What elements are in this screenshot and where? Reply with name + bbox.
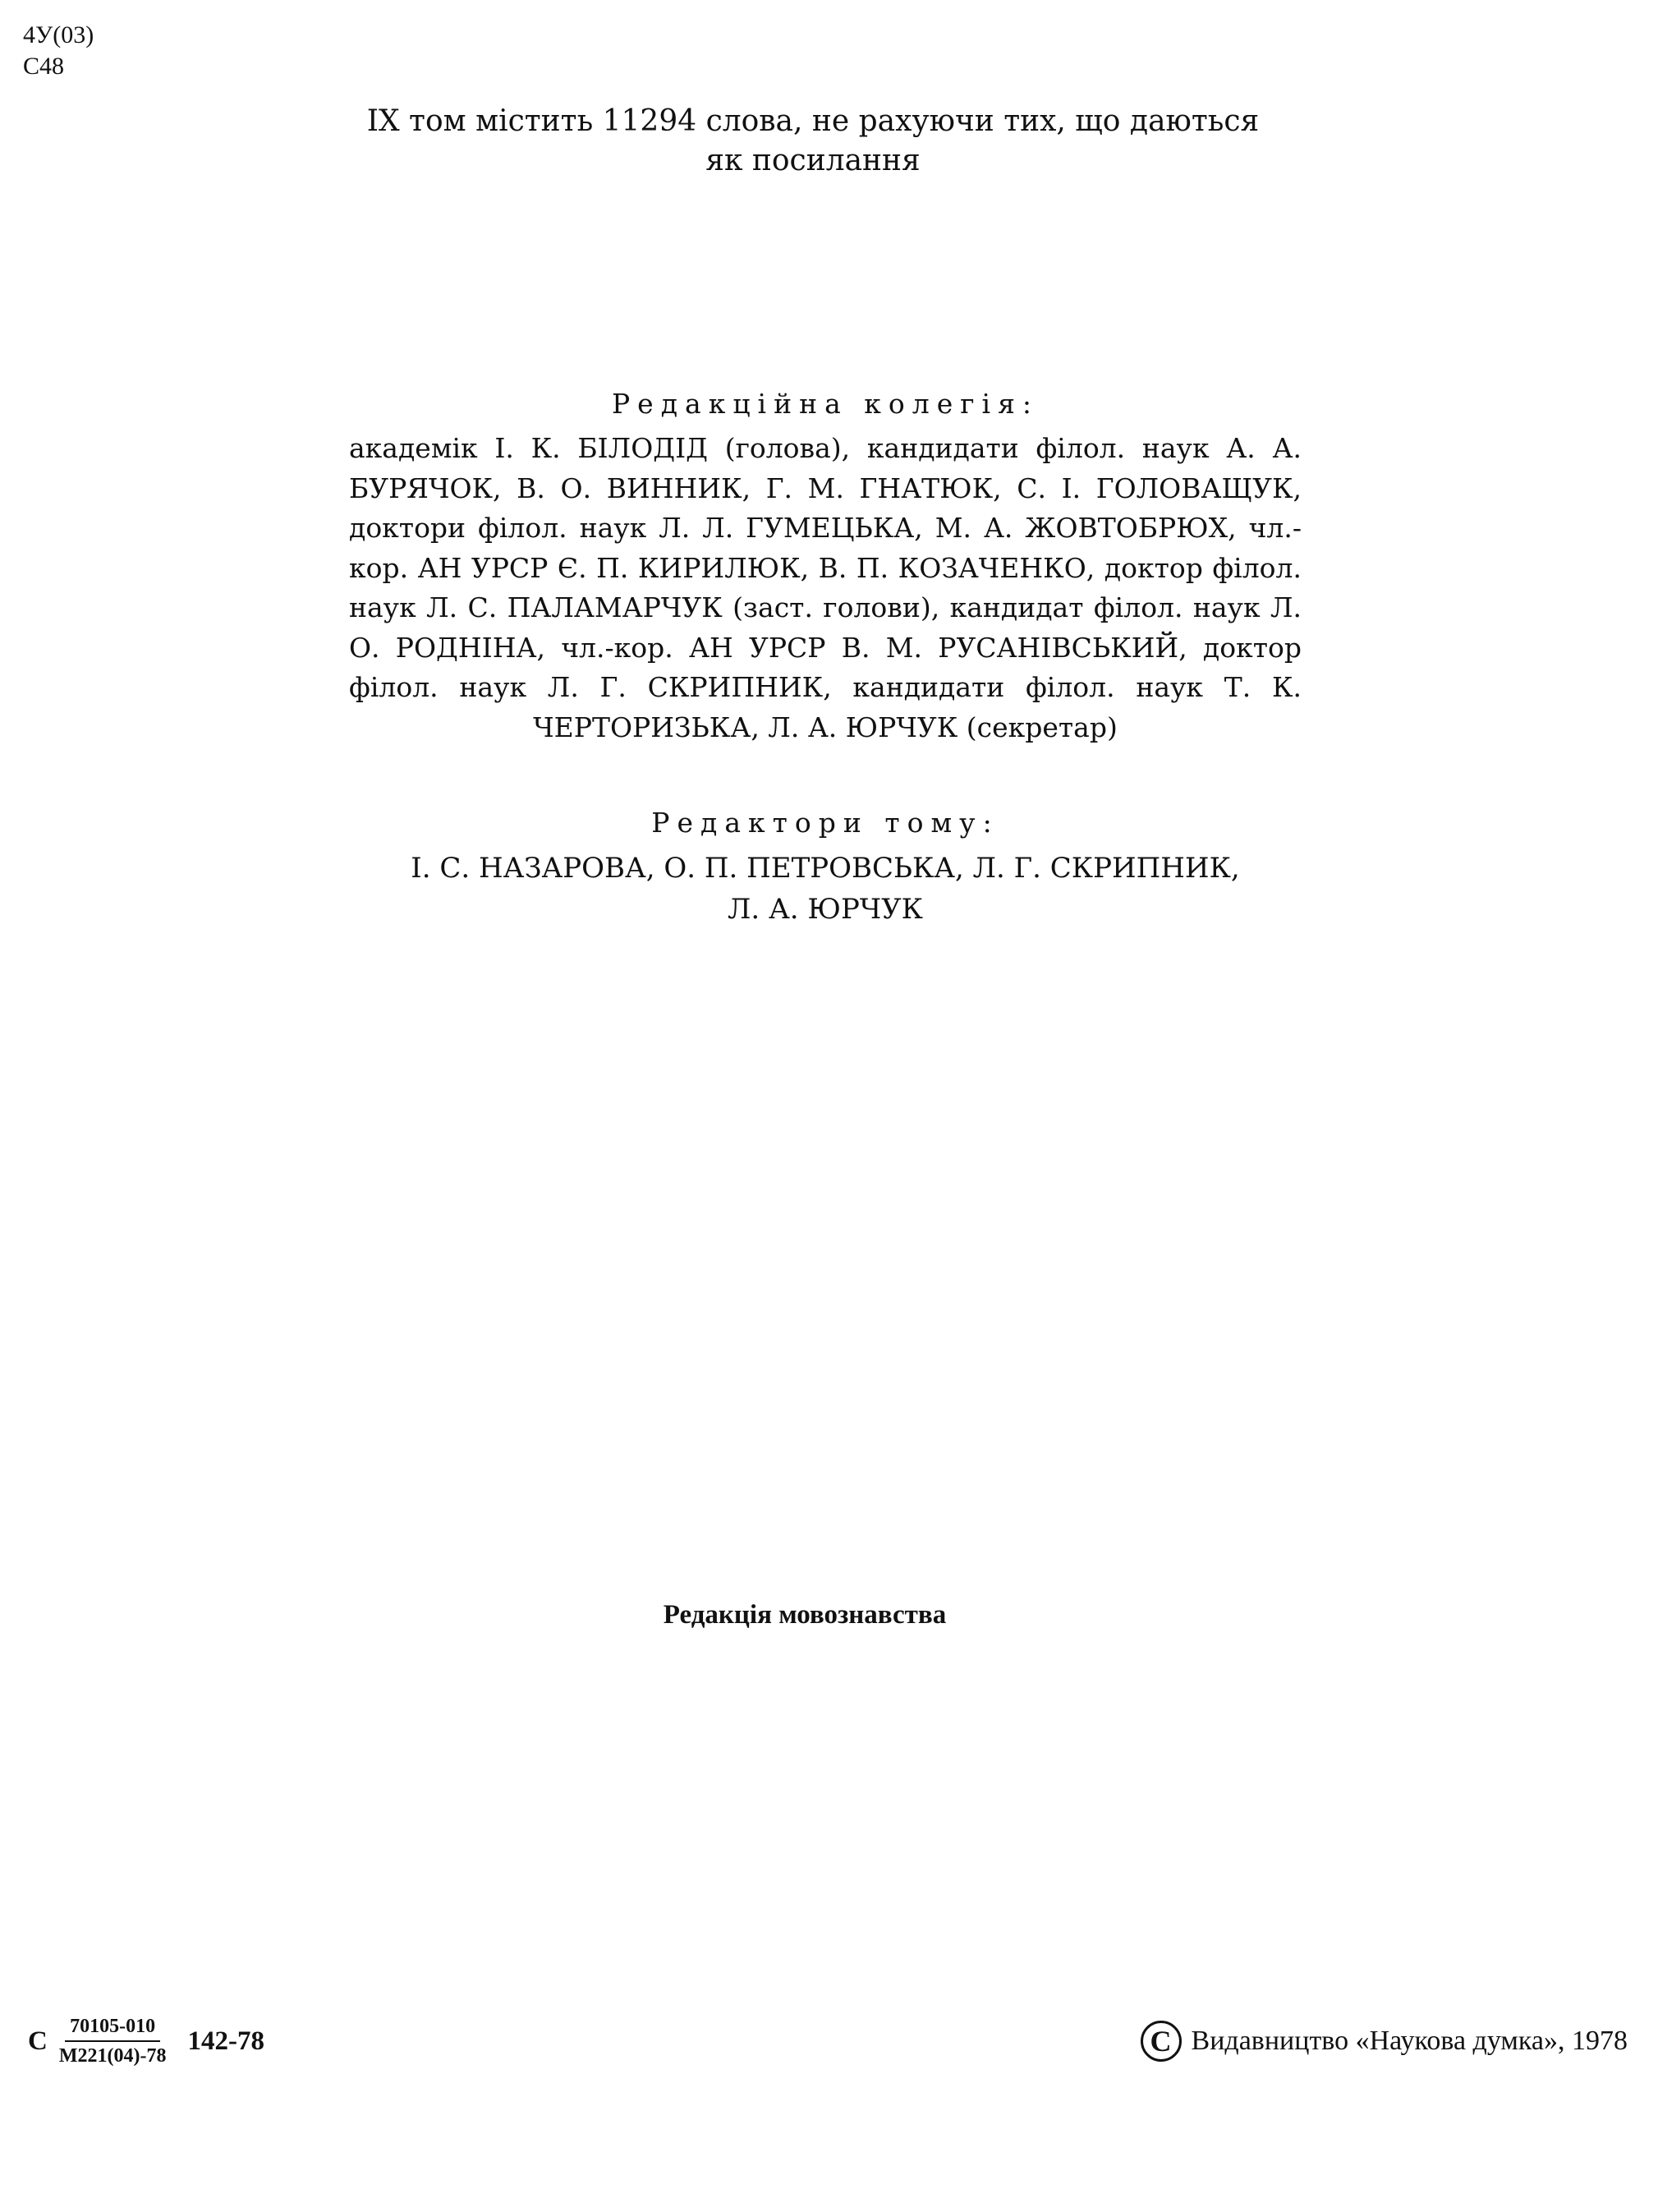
publisher-text: Видавництво «Наукова думка», 1978 xyxy=(1191,2026,1628,2056)
udc-code: 4У(03) xyxy=(23,21,94,48)
udc-index xyxy=(23,20,94,82)
volume-note-line-2: як посилання xyxy=(705,144,921,177)
catalog-code xyxy=(28,2004,264,2078)
bbk-code: С48 xyxy=(23,53,65,80)
volume-editors-line-2: Л. А. ЮРЧУК xyxy=(728,893,923,926)
volume-note-line-1: IX том містить 11294 слова, не рахуючи тих, що даються xyxy=(366,104,1260,138)
catalog-code-denominator: М221(04)-78 xyxy=(58,2045,167,2067)
publisher-imprint xyxy=(1141,2021,1628,2062)
editorial-board-members: академік І. К. БІЛОДІД (голова), кандидати філол. наук А. А. БУРЯЧОК, В. О. ВИННИК, Г. М. ГНАТЮК, С. І. ГОЛОВАЩУК, доктори філол. наук Л. Л. ГУМЕЦЬКА, М. А. ЖОВТОБРЮХ, чл.-кор. АН УРСР Є. П. КИРИЛЮК, В. П. КОЗАЧЕНКО, доктор філол. наук Л. С. ПАЛАМАРЧУК (заст. голови), кандидат філол. наук Л. О. РОДНІНА, чл.-кор. АН УРСР В. М. РУСАНІВСЬКИЙ, доктор філол. наук Л. Г. СКРИПНИК, кандидати філол. наук Т. К. ЧЕРТОРИЗЬКА, Л. А. ЮРЧУК (секретар) xyxy=(349,432,1302,743)
editorial-board-section xyxy=(349,386,1302,747)
editorial-board-heading: Редакційна колегія: xyxy=(611,388,1040,420)
volume-word-count-note xyxy=(312,102,1314,181)
catalog-code-letter: С xyxy=(28,2026,48,2056)
volume-editors-line-1: І. С. НАЗАРОВА, О. П. ПЕТРОВСЬКА, Л. Г. СКРИПНИК, xyxy=(411,852,1240,885)
volume-editors-heading: Редактори тому: xyxy=(651,807,999,839)
catalog-code-numerator: 70105-010 xyxy=(65,2014,160,2042)
catalog-code-suffix: 142-78 xyxy=(187,2026,264,2056)
copyright-icon: C xyxy=(1141,2021,1182,2062)
volume-editors-section xyxy=(349,805,1302,930)
catalog-code-fraction xyxy=(59,2014,167,2068)
department-name: Редакція мовознавства xyxy=(663,1600,947,1630)
